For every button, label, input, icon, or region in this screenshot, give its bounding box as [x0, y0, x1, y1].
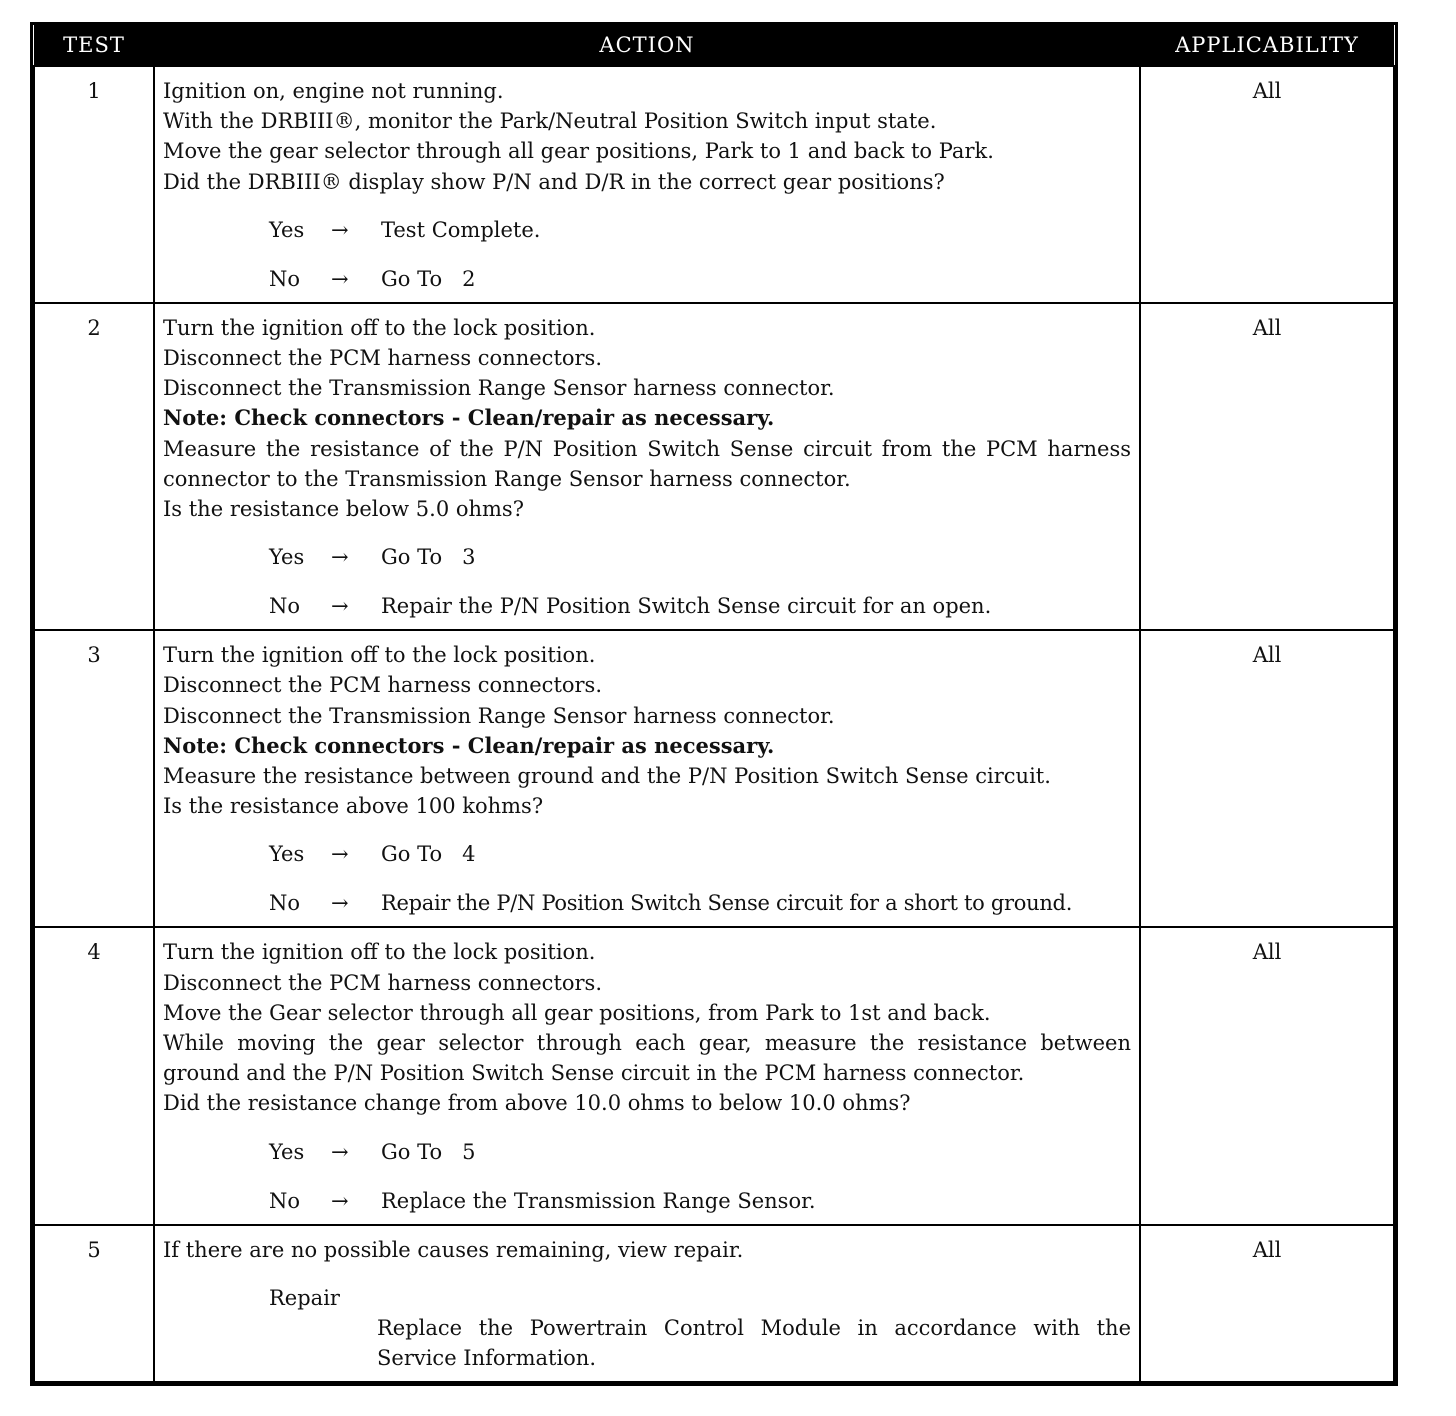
- step-line: Disconnect the PCM harness connectors.: [163, 970, 603, 995]
- step-line: Turn the ignition off to the lock position.: [163, 315, 596, 340]
- header-applicability: APPLICABILITY: [1140, 25, 1394, 66]
- right-arrow-icon: →: [331, 842, 349, 867]
- diagnostic-test-table: [30, 22, 1398, 1386]
- applicability-cell: All: [1140, 303, 1394, 630]
- no-result: Go To 2: [381, 266, 476, 291]
- test-number: 1: [34, 66, 154, 303]
- answers: [163, 542, 1131, 621]
- header-test: TEST: [34, 25, 154, 66]
- yes-result: Go To 4: [381, 842, 476, 867]
- no-answer: [269, 888, 1131, 918]
- action-cell: [154, 303, 1140, 630]
- header-row: [34, 25, 1394, 66]
- yes-result: Go To 3: [381, 545, 476, 570]
- table-row: [34, 303, 1394, 630]
- right-arrow-icon: →: [331, 594, 349, 619]
- test-number: 5: [34, 1225, 154, 1383]
- step-line: Disconnect the Transmission Range Sensor harness connector.: [163, 703, 835, 728]
- repair-label: Repair: [269, 1285, 340, 1310]
- applicability-cell: All: [1140, 927, 1394, 1224]
- yes-answer: [269, 1137, 1131, 1186]
- step-line: Turn the ignition off to the lock position.: [163, 643, 596, 668]
- answers: [163, 1137, 1131, 1216]
- header-action: ACTION: [154, 25, 1140, 66]
- yes-answer: [269, 839, 1131, 888]
- table-row: [34, 630, 1394, 927]
- no-answer: [269, 591, 1131, 621]
- step-question: Did the DRBIII® display show P/N and D/R in the correct gear positions?: [163, 169, 945, 194]
- yes-label: Yes: [269, 842, 305, 867]
- measure-instruction: Measure the resistance of the P/N Position Switch Sense circuit from the PCM harness connector to the Transmission Range Sensor harness connector.: [163, 436, 1131, 491]
- step-question: Did the resistance change from above 10.0 ohms to below 10.0 ohms?: [163, 1091, 911, 1116]
- step-line: Disconnect the Transmission Range Sensor harness connector.: [163, 376, 835, 401]
- test-number: 4: [34, 927, 154, 1224]
- step-line: Move the gear selector through all gear positions, Park to 1 and back to Park.: [163, 139, 994, 164]
- step-line: With the DRBIII®, monitor the Park/Neutral Position Switch input state.: [163, 109, 937, 134]
- action-cell: [154, 66, 1140, 303]
- no-result: Repair the P/N Position Switch Sense circuit for a short to ground.: [381, 891, 1073, 916]
- right-arrow-icon: →: [331, 1139, 349, 1164]
- step-line: Disconnect the PCM harness connectors.: [163, 673, 603, 698]
- yes-result: Test Complete.: [381, 217, 541, 242]
- table-row: [34, 1225, 1394, 1383]
- no-label: No: [269, 594, 301, 619]
- step-question: Is the resistance above 100 kohms?: [163, 794, 544, 819]
- no-answer: [269, 1186, 1131, 1216]
- yes-answer: [269, 215, 1131, 264]
- right-arrow-icon: →: [331, 891, 349, 916]
- no-label: No: [269, 891, 301, 916]
- step-question: Is the resistance below 5.0 ohms?: [163, 497, 524, 522]
- applicability-cell: All: [1140, 66, 1394, 303]
- answers: [163, 839, 1131, 918]
- step-line: Move the Gear selector through all gear positions, from Park to 1st and back.: [163, 1000, 991, 1025]
- yes-label: Yes: [269, 1139, 305, 1164]
- repair-block: [163, 1283, 1131, 1374]
- action-cell: [154, 1225, 1140, 1383]
- right-arrow-icon: →: [331, 217, 349, 242]
- action-cell: [154, 630, 1140, 927]
- yes-answer: [269, 542, 1131, 591]
- table-row: [34, 927, 1394, 1224]
- no-label: No: [269, 266, 301, 291]
- no-result: Replace the Transmission Range Sensor.: [381, 1188, 816, 1213]
- step-line: If there are no possible causes remaining, view repair.: [163, 1237, 744, 1262]
- repair-instruction: Replace the Powertrain Control Module in accordance with the Service Information.: [377, 1316, 1131, 1371]
- right-arrow-icon: →: [331, 1188, 349, 1213]
- yes-result: Go To 5: [381, 1139, 476, 1164]
- no-answer: [269, 264, 1131, 294]
- test-number: 2: [34, 303, 154, 630]
- measure-instruction: While moving the gear selector through each gear, measure the resistance between ground and the P/N Position Switch Sense circuit in the PCM harness connector.: [163, 1031, 1131, 1086]
- applicability-cell: All: [1140, 1225, 1394, 1383]
- table-row: [34, 66, 1394, 303]
- no-label: No: [269, 1188, 301, 1213]
- step-line: Ignition on, engine not running.: [163, 79, 504, 103]
- yes-label: Yes: [269, 217, 305, 242]
- right-arrow-icon: →: [331, 266, 349, 291]
- step-line: Disconnect the PCM harness connectors.: [163, 346, 603, 371]
- note-text: Note: Check connectors - Clean/repair as necessary.: [163, 732, 775, 758]
- applicability-cell: All: [1140, 630, 1394, 927]
- action-cell: [154, 927, 1140, 1224]
- measure-instruction: Measure the resistance between ground and the P/N Position Switch Sense circuit.: [163, 764, 1051, 789]
- step-line: Turn the ignition off to the lock position.: [163, 940, 596, 965]
- note-text: Note: Check connectors - Clean/repair as necessary.: [163, 405, 775, 431]
- no-result: Repair the P/N Position Switch Sense circuit for an open.: [381, 594, 992, 619]
- yes-label: Yes: [269, 545, 305, 570]
- right-arrow-icon: →: [331, 545, 349, 570]
- answers: [163, 215, 1131, 294]
- test-number: 3: [34, 630, 154, 927]
